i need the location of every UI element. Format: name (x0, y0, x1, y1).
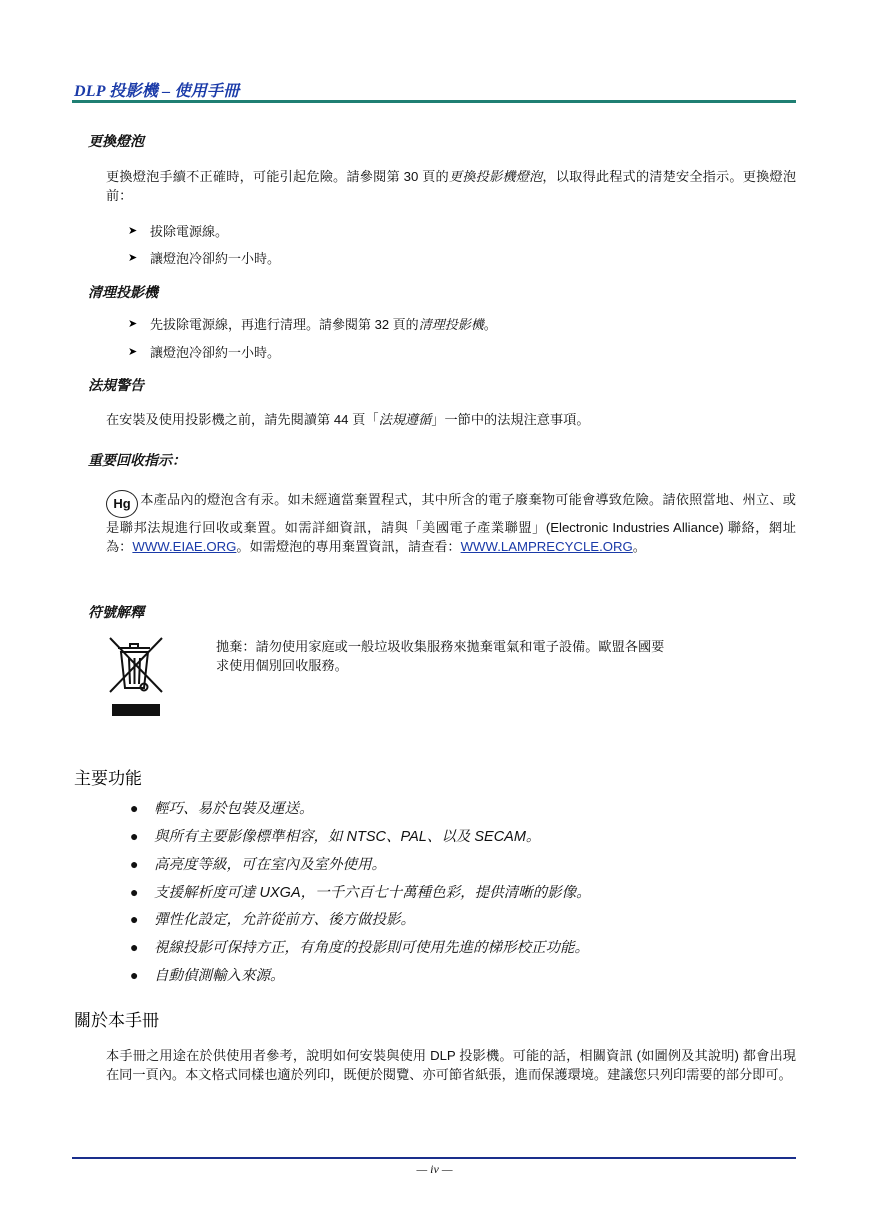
list-item-text: 自動偵測輸入來源。 (154, 968, 285, 984)
list-item (128, 314, 497, 333)
symbols-text-line: 拋棄：請勿使用家庭或一般垃圾收集服務來拋棄電氣和電子設備。歐盟各國要 (216, 639, 665, 654)
list-item-text: 拔除電源線。 (150, 224, 229, 239)
list-item (130, 936, 589, 957)
lamp-para-ref: 更換投影機燈泡 (448, 169, 543, 184)
lamp-para-prefix: 更換燈泡手續不正確時，可能引起危險。請參閱第 30 頁的 (106, 169, 449, 184)
bullet-dot-icon: ● (130, 855, 139, 872)
page-number: — iv — (416, 1162, 453, 1176)
list-item-text (150, 314, 497, 333)
list-item-text: 讓燈泡冷卻約一小時。 (150, 251, 281, 266)
section-heading-recycle: 重要回收指示： (88, 452, 186, 468)
regulatory-suffix: 」一節中的法規注意事項。 (431, 412, 590, 427)
list-item (128, 221, 228, 240)
list-item-text: 與所有主要影像標準相容，如 NTSC、PAL、以及 SECAM。 (154, 829, 541, 845)
clean-text-suffix: 。 (483, 317, 497, 332)
regulatory-ref: 法規遵循 (378, 412, 432, 427)
bullet-dot-icon: ● (130, 938, 139, 955)
section-heading-about: 關於本手冊 (74, 1011, 159, 1030)
section-heading-clean: 清理投影機 (88, 284, 158, 300)
recycle-paragraph (106, 490, 796, 556)
arrow-bullet-icon: ➤ (128, 346, 138, 358)
list-item-text: 支援解析度可達 UXGA，一千六百七十萬種色彩，提供清晰的影像。 (154, 885, 591, 901)
list-item (128, 248, 280, 267)
symbols-text-line: 求使用個別回收服務。 (216, 658, 348, 673)
bullet-dot-icon: ● (130, 799, 139, 816)
clean-text-ref: 清理投影機 (418, 317, 484, 332)
header-title: DLP 投影機 – 使用手冊 (74, 83, 240, 100)
section-heading-regulatory: 法規警告 (88, 377, 144, 393)
recycle-text-end: 。 (632, 539, 646, 554)
list-item (130, 853, 386, 874)
bullet-dot-icon: ● (130, 827, 139, 844)
list-item (130, 964, 285, 985)
header-rule (72, 100, 796, 103)
bullet-dot-icon: ● (130, 883, 139, 900)
arrow-bullet-icon: ➤ (128, 318, 138, 330)
list-item-text: 視線投影可保持方正，有角度的投影則可使用先進的梯形校正功能。 (154, 940, 589, 956)
list-item-text: 高亮度等級，可在室內及室外使用。 (154, 857, 386, 873)
eiae-link[interactable]: WWW.EIAE.ORG (132, 539, 237, 554)
list-item (130, 825, 540, 846)
bullet-dot-icon: ● (130, 966, 139, 983)
section-heading-lamp: 更換燈泡 (88, 133, 144, 149)
list-item-text: 輕巧、易於包裝及運送。 (154, 801, 314, 817)
list-item-text: 讓燈泡冷卻約一小時。 (150, 345, 281, 360)
list-item (130, 797, 314, 818)
recycle-text-mid: 。如需燈泡的專用棄置資訊，請查看： (236, 539, 461, 554)
list-item (128, 342, 280, 361)
clean-text-prefix: 先拔除電源線，再進行清理。請參閱第 32 頁的 (150, 317, 419, 332)
section-heading-symbols: 符號解釋 (88, 604, 144, 620)
list-item (130, 908, 415, 929)
recycle-text: 本產品內的燈泡含有汞。如未經適當棄置程式，其中所含的電子廢棄物可能會導致危險。請依照當地、州立、或是聯邦法規進行回收或棄置。如需詳細資訊，請與「美國電子產業聯盟」(Electronic Industries Alliance) 聯絡，網址為： (106, 492, 796, 554)
lamp-paragraph (106, 167, 796, 205)
lamp-para-suffix: ，以取得此程式的清楚安全指示。更換燈泡前： (106, 169, 797, 203)
about-paragraph: 本手冊之用途在於供使用者參考，說明如何安裝與使用 DLP 投影機。可能的話，相關資訊 (如圖例及其說明) 都會出現在同一頁內。本文格式同樣也適於列印，既便於閱覽、亦可節省紙張，進而保護環境。建議您只列印需要的部分即可。 (106, 1048, 796, 1082)
footer-rule (72, 1157, 796, 1159)
list-item (130, 881, 591, 902)
symbols-text (216, 637, 776, 675)
list-item-text: 彈性化設定，允許從前方、後方做投影。 (154, 912, 415, 928)
lamprecycle-link[interactable]: WWW.LAMPRECYCLE.ORG (460, 539, 633, 554)
regulatory-prefix: 在安裝及使用投影機之前，請先閱讀第 44 頁「 (106, 412, 379, 427)
mercury-hg-icon: Hg (106, 490, 138, 518)
weee-crossed-bin-icon (106, 634, 166, 720)
regulatory-paragraph (106, 410, 796, 429)
section-heading-features: 主要功能 (74, 769, 142, 788)
arrow-bullet-icon: ➤ (128, 225, 138, 237)
bullet-dot-icon: ● (130, 910, 139, 927)
arrow-bullet-icon: ➤ (128, 252, 138, 264)
